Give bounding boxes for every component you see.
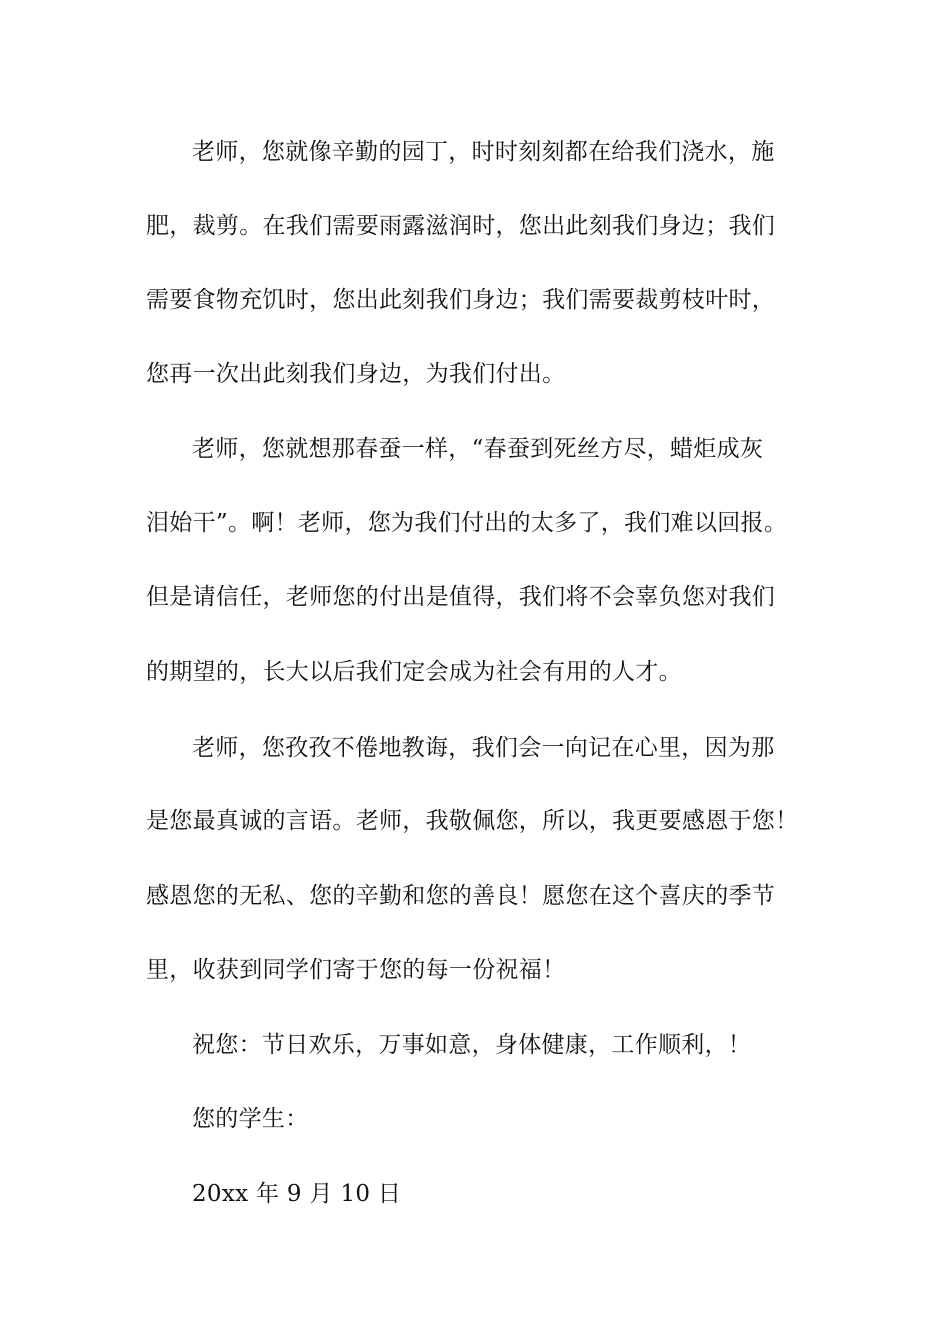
paragraph-2-line-3: 但是请信任，老师您的付出是值得，我们将不会辜负您对我们 xyxy=(146,584,776,610)
paragraph-3-line-4: 里，收获到同学们寄于您的每一份祝福！ xyxy=(146,957,566,983)
paragraph-3-line-3: 感恩您的无私、您的辛勤和您的善良！愿您在这个喜庆的季节 xyxy=(146,883,776,909)
paragraph-3-line-1: 老师，您孜孜不倦地教诲，我们会一向记在心里，因为那 xyxy=(192,735,775,761)
paragraph-2-line-2: 泪始干”。啊！老师，您为我们付出的太多了，我们难以回报。 xyxy=(146,510,788,536)
paragraph-2-line-4: 的期望的，长大以后我们定会成为社会有用的人才。 xyxy=(146,659,682,685)
paragraph-1-line-1: 老师，您就像辛勤的园丁，时时刻刻都在给我们浇水，施 xyxy=(192,139,775,165)
signature-line: 您的学生： xyxy=(192,1106,309,1132)
paragraph-2-line-1: 老师，您就想那春蚕一样，“春蚕到死丝方尽，蜡炬成灰 xyxy=(192,436,764,462)
paragraph-1-line-2: 肥，裁剪。在我们需要雨露滋润时，您出此刻我们身边；我们 xyxy=(146,213,776,239)
paragraph-1-line-3: 需要食物充饥时，您出此刻我们身边；我们需要裁剪枝叶时， xyxy=(146,287,776,313)
paragraph-3-line-2: 是您最真诚的言语。老师，我敬佩您，所以，我更要感恩于您！ xyxy=(146,808,799,834)
blessing-line: 祝您：节日欢乐，万事如意，身体健康，工作顺利，！ xyxy=(192,1032,752,1058)
date-line: 20xx 年 9 月 10 日 xyxy=(192,1181,402,1207)
paragraph-1-line-4: 您再一次出此刻我们身边，为我们付出。 xyxy=(146,361,566,387)
